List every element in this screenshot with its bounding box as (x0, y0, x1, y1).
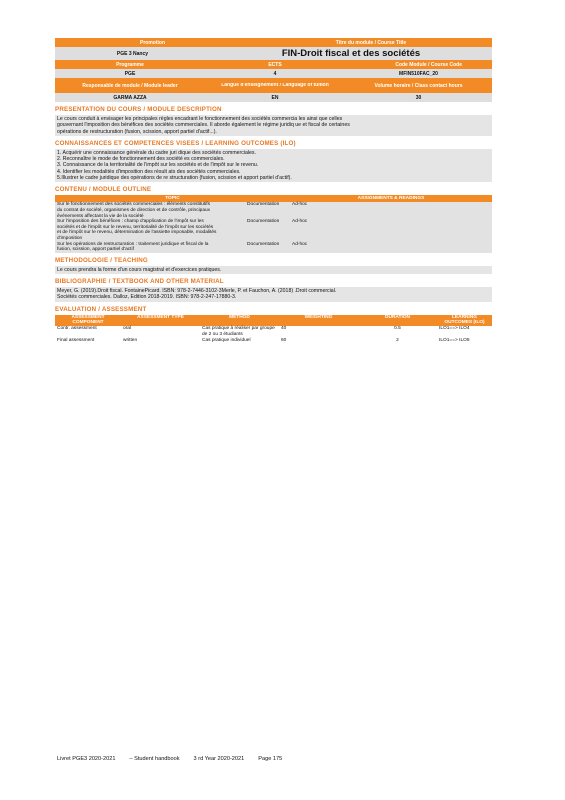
eval-weighting: 60 (281, 337, 287, 343)
leader-label: Responsable de module / Module leader (82, 82, 178, 89)
evaluation-heading: EVALUATION / ASSESSMENT (55, 305, 147, 313)
topic-line: Sur l'imposition des bénéfices : champ d'application de l'impôt sur les (57, 219, 204, 225)
topic-line: et de l'impôt sur le revenu, détermination de l'assiette imposable, modalités (57, 230, 217, 236)
methodology-line: Le cours prendra la forme d'un cours magistral et d'exercices pratiques. (57, 266, 222, 273)
eval-ilo: ILO1==> ILO4 (439, 326, 470, 332)
reading-cell: Ad-hoc (292, 219, 308, 225)
eval-component: Contr. assessment (57, 326, 97, 332)
methodology-text (55, 266, 492, 274)
presentation-heading: PRESENTATION DU COURS / MODULE DESCRIPTION (55, 106, 222, 113)
eval-weighting: 40 (281, 326, 287, 332)
eval-col-method: METHOD (200, 315, 279, 327)
assignment-cell: Documentation (247, 219, 280, 225)
eval-col-type: ASSESSMENT TYPE (121, 315, 200, 327)
methodology-heading: METHODOLOGIE / TEACHING (55, 256, 148, 264)
syllabus-page (55, 38, 492, 344)
eval-col-duration: DURATION (358, 315, 437, 327)
bibliography-line: Meyer, G. (2019).Droit fiscal. FontainePicard. ISBN: 978-2-7446-3102-3Merle, P. et Fauchon, A. (2018) .Droit commercial. (57, 288, 337, 295)
outcomes-heading: CONNAISSANCES ET COMPETENCES VISEES / LEARNING OUTCOMES (ILO) (55, 139, 296, 147)
presentation-line: opérations de restructuration (fusion, scission, apport partiel d'actif...). (57, 128, 217, 135)
header-row-2 (55, 60, 492, 69)
footer-handbook: – Student handbook (129, 756, 180, 762)
promotion-label: Promotion (140, 39, 165, 46)
eval-col-weighting: WEIGHTING (279, 315, 358, 327)
footer-booklet: Livret PGE3 2020-2021 (57, 756, 116, 762)
outcome-line: 5.Illustrer le cadre juridique des opérations de re structuration (fusion, scission et apport partiel d'actif). (57, 175, 292, 182)
header-values-1 (55, 47, 492, 60)
reading-cell: Ad-hoc (292, 202, 308, 208)
outcome-line: 4. Identifier les modalités d'imposition des résult ats des sociétés commerciales. (57, 168, 241, 175)
eval-method: Cas pratique à réaliser par groupe de 2 ou 3 étudiants (202, 326, 275, 337)
ects-label: ECTS (268, 61, 282, 68)
topic-line: Sur les opérations de restructuration : traitement juridique et fiscal de la (57, 241, 209, 247)
topic-line: d'imposition (57, 235, 83, 241)
module-title-label: Titre du module / Course Title (335, 39, 407, 46)
code-value: MFIN510FAC_20 (399, 70, 438, 77)
header-values-3 (55, 93, 492, 102)
eval-col-ilo: LEARNING OUTCOMES (ILO) (437, 315, 492, 327)
topic-line: sociétés et de l'impôt sur le revenu, territorialité de l'impôt sur les sociétés (57, 224, 214, 230)
leader-value: GARMA AZZA (113, 94, 147, 101)
assignments-header: ASSIGNMENTS & READINGS (357, 196, 425, 202)
page-footer (57, 756, 282, 762)
assignment-cell: Documentation (247, 241, 280, 247)
outline-heading: CONTENU / MODULE OUTLINE (55, 186, 152, 194)
outline-row (55, 219, 492, 241)
eval-ilo: ILO1==> ILO5 (439, 337, 470, 343)
eval-col-component: ASSESSMENT COMPONENT (55, 315, 121, 327)
eval-method: Cas pratique individuel (202, 337, 251, 343)
bibliography-heading: BIBLIOGRAPHIE / TEXTBOOK AND OTHER MATERIAL (55, 278, 224, 286)
header-row-1 (55, 38, 492, 47)
outcome-line: 3. Connaissance de la territorialité de l'impôt sur les sociétés et de l'impôt sur le revenu. (57, 162, 259, 169)
assignment-cell: Documentation (247, 202, 280, 208)
footer-year: 3 rd Year 2020-2021 (193, 756, 245, 762)
outcomes-text (55, 149, 492, 182)
code-label: Code Module / Course Code (395, 61, 462, 68)
programme-label: Programme (116, 61, 144, 68)
topic-line: événements affectant la vie de la société (57, 213, 144, 219)
topic-line: Sur le fonctionnement des sociétés commerciales : éléments constitutifs (57, 202, 211, 208)
outline-row (55, 242, 492, 253)
bibliography-line: Sociétés commerciales. Dalloz, Edition 2018-2019. ISBN: 978-2-247-17880-3. (57, 294, 237, 301)
presentation-text (55, 115, 492, 136)
reading-cell: Ad-hoc (292, 241, 308, 247)
language-value: EN (271, 94, 279, 101)
promotion-value: PGE 3 Nancy (116, 50, 149, 57)
language-label: Langue d'enseignement / Language of tuition (221, 82, 329, 88)
ects-value: 4 (273, 70, 277, 77)
evaluation-row (55, 326, 492, 338)
outline-row (55, 202, 492, 219)
eval-component: Final assessment (57, 337, 95, 343)
footer-page-number: Page 175 (258, 756, 283, 762)
outcome-line: 1. Acquérir une connaissance générale du cadre juri dique des sociétés commerciales. (57, 149, 256, 156)
presentation-line: Le cours conduit à envisager les principales règles encadrant le fonctionnement des sociétés commercia les ainsi que celles (57, 116, 343, 122)
evaluation-table (55, 315, 492, 344)
hours-label: Volume horaire / Class contact hours (374, 82, 463, 89)
eval-type: oral (123, 326, 131, 332)
eval-duration: 2 (396, 337, 399, 343)
topic-header: TOPIC (165, 196, 180, 202)
outcome-line: 2. Reconnaître le mode de fonctionnement des société es commerciales. (57, 156, 225, 163)
module-title-value: FIN-Droit fiscal et des sociétés (281, 48, 421, 59)
presentation-line: gouvernant l'imposition des bénéfices des sociétés commerciales. Il aborde également le régime juridiq ue et fiscal de certaines (57, 122, 350, 129)
programme-value: PGE (124, 70, 136, 77)
evaluation-row (55, 338, 492, 344)
bibliography-text (55, 287, 492, 302)
hours-value: 30 (415, 94, 422, 101)
eval-duration: 0.5 (394, 326, 401, 332)
topic-line: fusion, scission, apport partiel d'actif (57, 247, 134, 253)
eval-type: written (123, 337, 138, 343)
header-row-3 (55, 78, 492, 93)
header-values-2 (55, 69, 492, 78)
topic-line: du contrat de société, organismes de direction et de contrôle, principaux (57, 207, 211, 213)
evaluation-header-row (55, 315, 492, 327)
